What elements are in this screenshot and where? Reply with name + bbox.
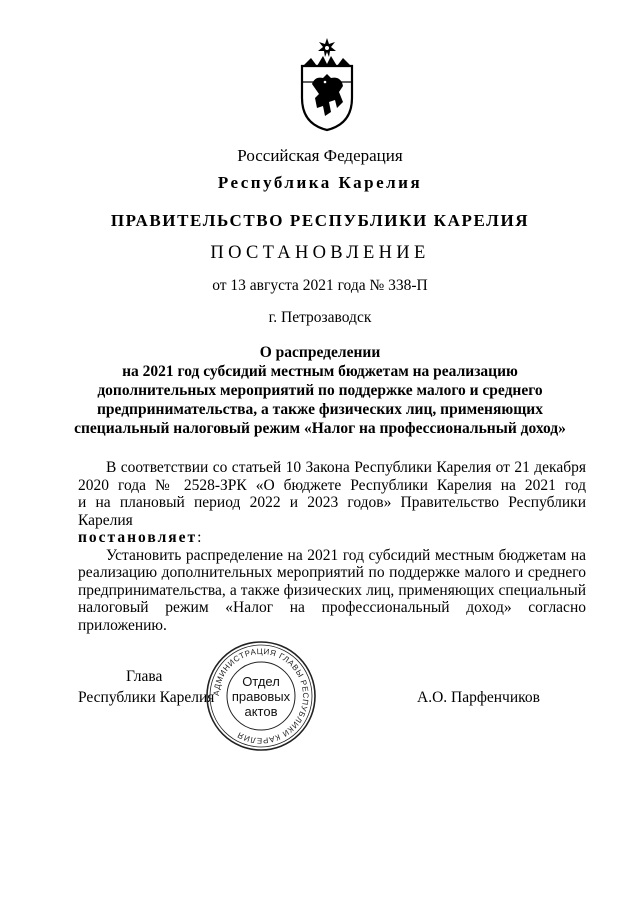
document-title-line: О распределении <box>259 344 381 361</box>
document-title-line: дополнительных мероприятий по поддержке малого и среднего <box>97 382 543 399</box>
preamble-line: 2020 года № 2528-ЗРК «О бюджете Республики Карелия на 2021 год <box>78 476 586 494</box>
country-name: Российская Федерация <box>237 146 403 165</box>
document-type: ПОСТАНОВЛЕНИЕ <box>210 243 430 263</box>
preamble-line: и на плановый период 2022 и 2023 годов» Правительство Республики Карелия <box>78 494 586 529</box>
document-date-number: от 13 августа 2021 года № 338-П <box>212 277 428 294</box>
document-title-line: на 2021 год субсидий местным бюджетам на реализацию <box>122 363 518 380</box>
resolves-line <box>78 529 586 547</box>
document-city: г. Петрозаводск <box>268 309 372 326</box>
document-body <box>78 459 586 634</box>
stamp-center-line: актов <box>244 704 278 719</box>
government-name: ПРАВИТЕЛЬСТВО РЕСПУБЛИКИ КАРЕЛИЯ <box>110 211 530 230</box>
decision-line: налоговый режим «Налог на профессиональный доход» согласно <box>78 599 586 616</box>
signatory-name: А.О. Парфенчиков <box>417 689 540 706</box>
signatory-title: Глава <box>126 668 163 685</box>
decision-line: приложению. <box>78 616 167 634</box>
decision-line: Установить распределение на 2021 год субсидий местным бюджетам на <box>106 546 586 564</box>
document-title-line: предпринимательства, а также физических лиц, применяющих <box>96 401 543 418</box>
decision-line: предпринимательства, а также физических лиц, применяющих специальный <box>78 581 586 599</box>
document-title-line: специальный налоговый режим «Налог на профессиональный доход» <box>74 420 566 437</box>
stamp-center-line: Отдел <box>242 674 280 689</box>
official-stamp <box>205 640 317 752</box>
signatory-organization: Республики Карелия <box>78 689 215 706</box>
resolves-colon: : <box>197 529 202 546</box>
stamp-ring-text: АДМИНИСТРАЦИЯ ГЛАВЫ РЕСПУБЛИКИ КАРЕЛИЯ <box>211 646 311 746</box>
resolves-word: постановляет <box>78 529 198 546</box>
decision-line: реализацию дополнительных мероприятий по поддержке малого и среднего <box>78 564 586 581</box>
preamble-line: В соответствии со статьей 10 Закона Республики Карелия от 21 декабря <box>106 459 586 476</box>
coat-of-arms-emblem <box>297 36 357 132</box>
stamp-center-line: правовых <box>231 689 291 704</box>
republic-name: Республика Карелия <box>217 173 423 192</box>
